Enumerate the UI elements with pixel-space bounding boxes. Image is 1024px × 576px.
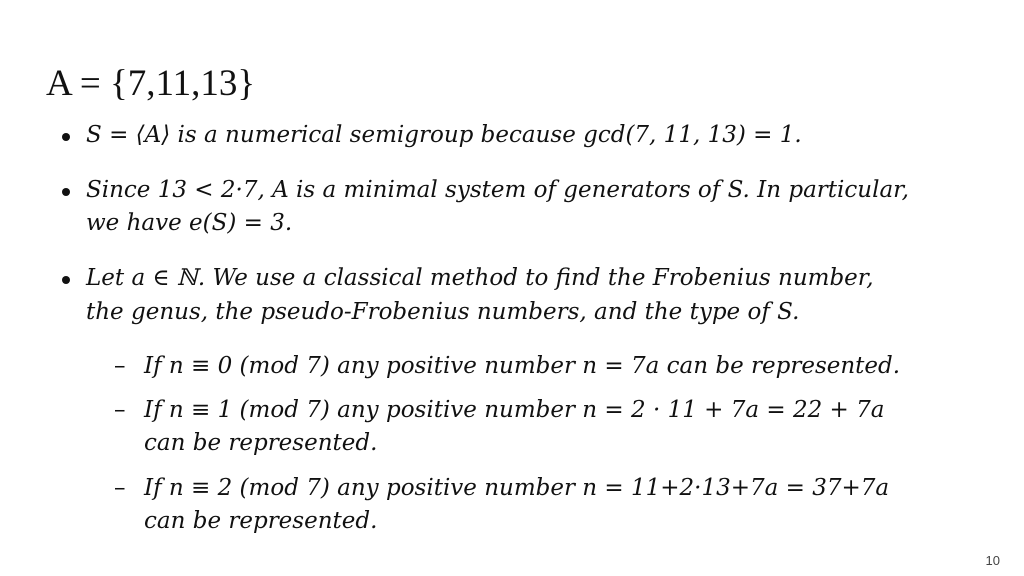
bullet-point-icon [60, 186, 73, 199]
sub-bullet-2-line-2: can be represented. [144, 430, 378, 456]
bullet-2-line-1: Since 13 < 2·7, A is a minimal system of generators of S. In particular, [86, 177, 909, 203]
bullet-3-line-2: the genus, the pseudo-Frobenius numbers, and the type of S. [86, 299, 800, 325]
bullet-3-line-1: Let a ∈ ℕ. We use a classical method to find the Frobenius number, [86, 265, 874, 291]
sub-bullet-2-line-1: If n ≡ 1 (mod 7) any positive number n = 2 · 11 + 7a = 22 + 7a [144, 397, 885, 423]
sub-bullet-1-line-1: If n ≡ 0 (mod 7) any positive number n = 7a can be represented. [144, 353, 901, 379]
bullet-point-icon [60, 274, 73, 287]
slide-title: A = {7,11,13} [46, 63, 256, 104]
sub-bullet-dash: – [114, 397, 126, 423]
sub-bullet-3-line-2: can be represented. [144, 508, 378, 534]
sub-bullet-dash: – [114, 353, 126, 379]
bullet-point-icon [60, 131, 73, 144]
bullet-2-line-2: we have e(S) = 3. [86, 210, 293, 236]
sub-bullet-3-line-1: If n ≡ 2 (mod 7) any positive number n = 11+2·13+7a = 37+7a [144, 475, 890, 501]
page-number: 10 [985, 553, 1000, 568]
bullet-1-line-1: S = ⟨A⟩ is a numerical semigroup because gcd(7, 11, 13) = 1. [86, 122, 802, 148]
sub-bullet-dash: – [114, 475, 126, 501]
